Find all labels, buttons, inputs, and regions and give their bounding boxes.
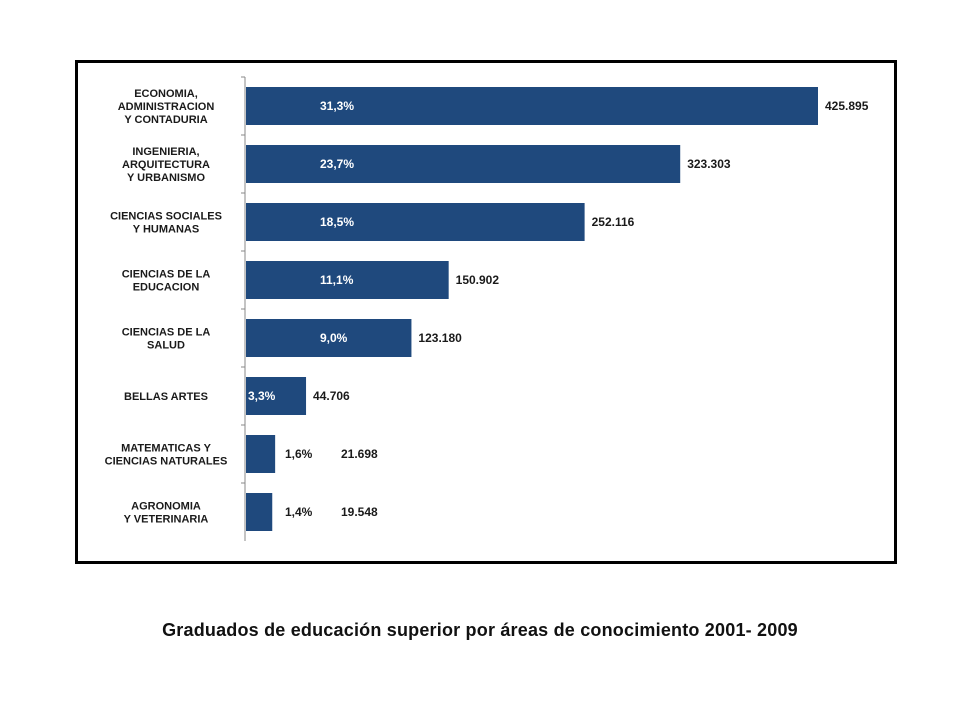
percent-label: 1,4%: [285, 505, 313, 519]
bar-chart: [78, 63, 894, 561]
category-label: [122, 327, 211, 352]
value-label: 425.895: [825, 99, 869, 113]
category-label: [105, 443, 228, 468]
category-label-line: ARQUITECTURA: [122, 159, 210, 171]
value-label: 323.303: [687, 157, 731, 171]
percent-label: 18,5%: [320, 215, 355, 229]
bar-6: [246, 435, 275, 473]
category-label: [110, 211, 222, 236]
category-label-line: Y CONTADURIA: [124, 114, 208, 126]
category-label-line: CIENCIAS DE LA: [121, 268, 211, 281]
category-label-line: AGRONOMIA: [131, 500, 201, 513]
percent-label: 11,1%: [320, 273, 354, 287]
category-label-line: CIENCIAS DE LA: [121, 326, 211, 339]
category-label-line: CIENCIAS SOCIALES: [110, 210, 222, 223]
figure-caption: Graduados de educación superior por áreas de conocimiento 2001- 2009: [162, 620, 798, 640]
category-label-line: CIENCIAS NATURALES: [104, 455, 228, 468]
value-label: 44.706: [313, 389, 350, 403]
percent-label: 3,3%: [248, 389, 276, 403]
category-label: [122, 146, 210, 184]
percent-label: 31,3%: [320, 99, 355, 113]
category-label: [124, 391, 208, 403]
value-label: 150.902: [455, 273, 500, 287]
category-label: [124, 501, 209, 526]
category-label-line: INGENIERIA,: [132, 146, 200, 158]
value-label: 123.180: [418, 331, 462, 345]
category-label: [122, 269, 211, 294]
category-label-line: MATEMATICAS Y: [121, 442, 211, 455]
category-label-line: EDUCACION: [132, 281, 200, 294]
category-label-line: ECONOMIA,: [134, 88, 198, 100]
bar-1: [246, 145, 680, 183]
category-label-line: ADMINISTRACION: [117, 101, 215, 113]
percent-label: 9,0%: [320, 331, 348, 345]
category-label-line: Y URBANISMO: [126, 172, 206, 184]
percent-label: 23,7%: [320, 157, 355, 171]
percent-label: 1,6%: [285, 447, 313, 461]
category-label: [118, 88, 215, 126]
bars-layer: [105, 77, 869, 531]
value-label: 252.116: [591, 215, 635, 229]
category-label-line: BELLAS ARTES: [124, 391, 208, 403]
chart-frame: [75, 60, 897, 564]
category-label-line: SALUD: [147, 339, 185, 352]
value-label: 21.698: [341, 447, 378, 461]
bar-2: [246, 203, 585, 241]
category-label-line: Y HUMANAS: [132, 223, 200, 236]
value-label: 19.548: [341, 505, 378, 519]
bar-7: [246, 493, 272, 531]
category-label-line: Y VETERINARIA: [123, 513, 209, 526]
